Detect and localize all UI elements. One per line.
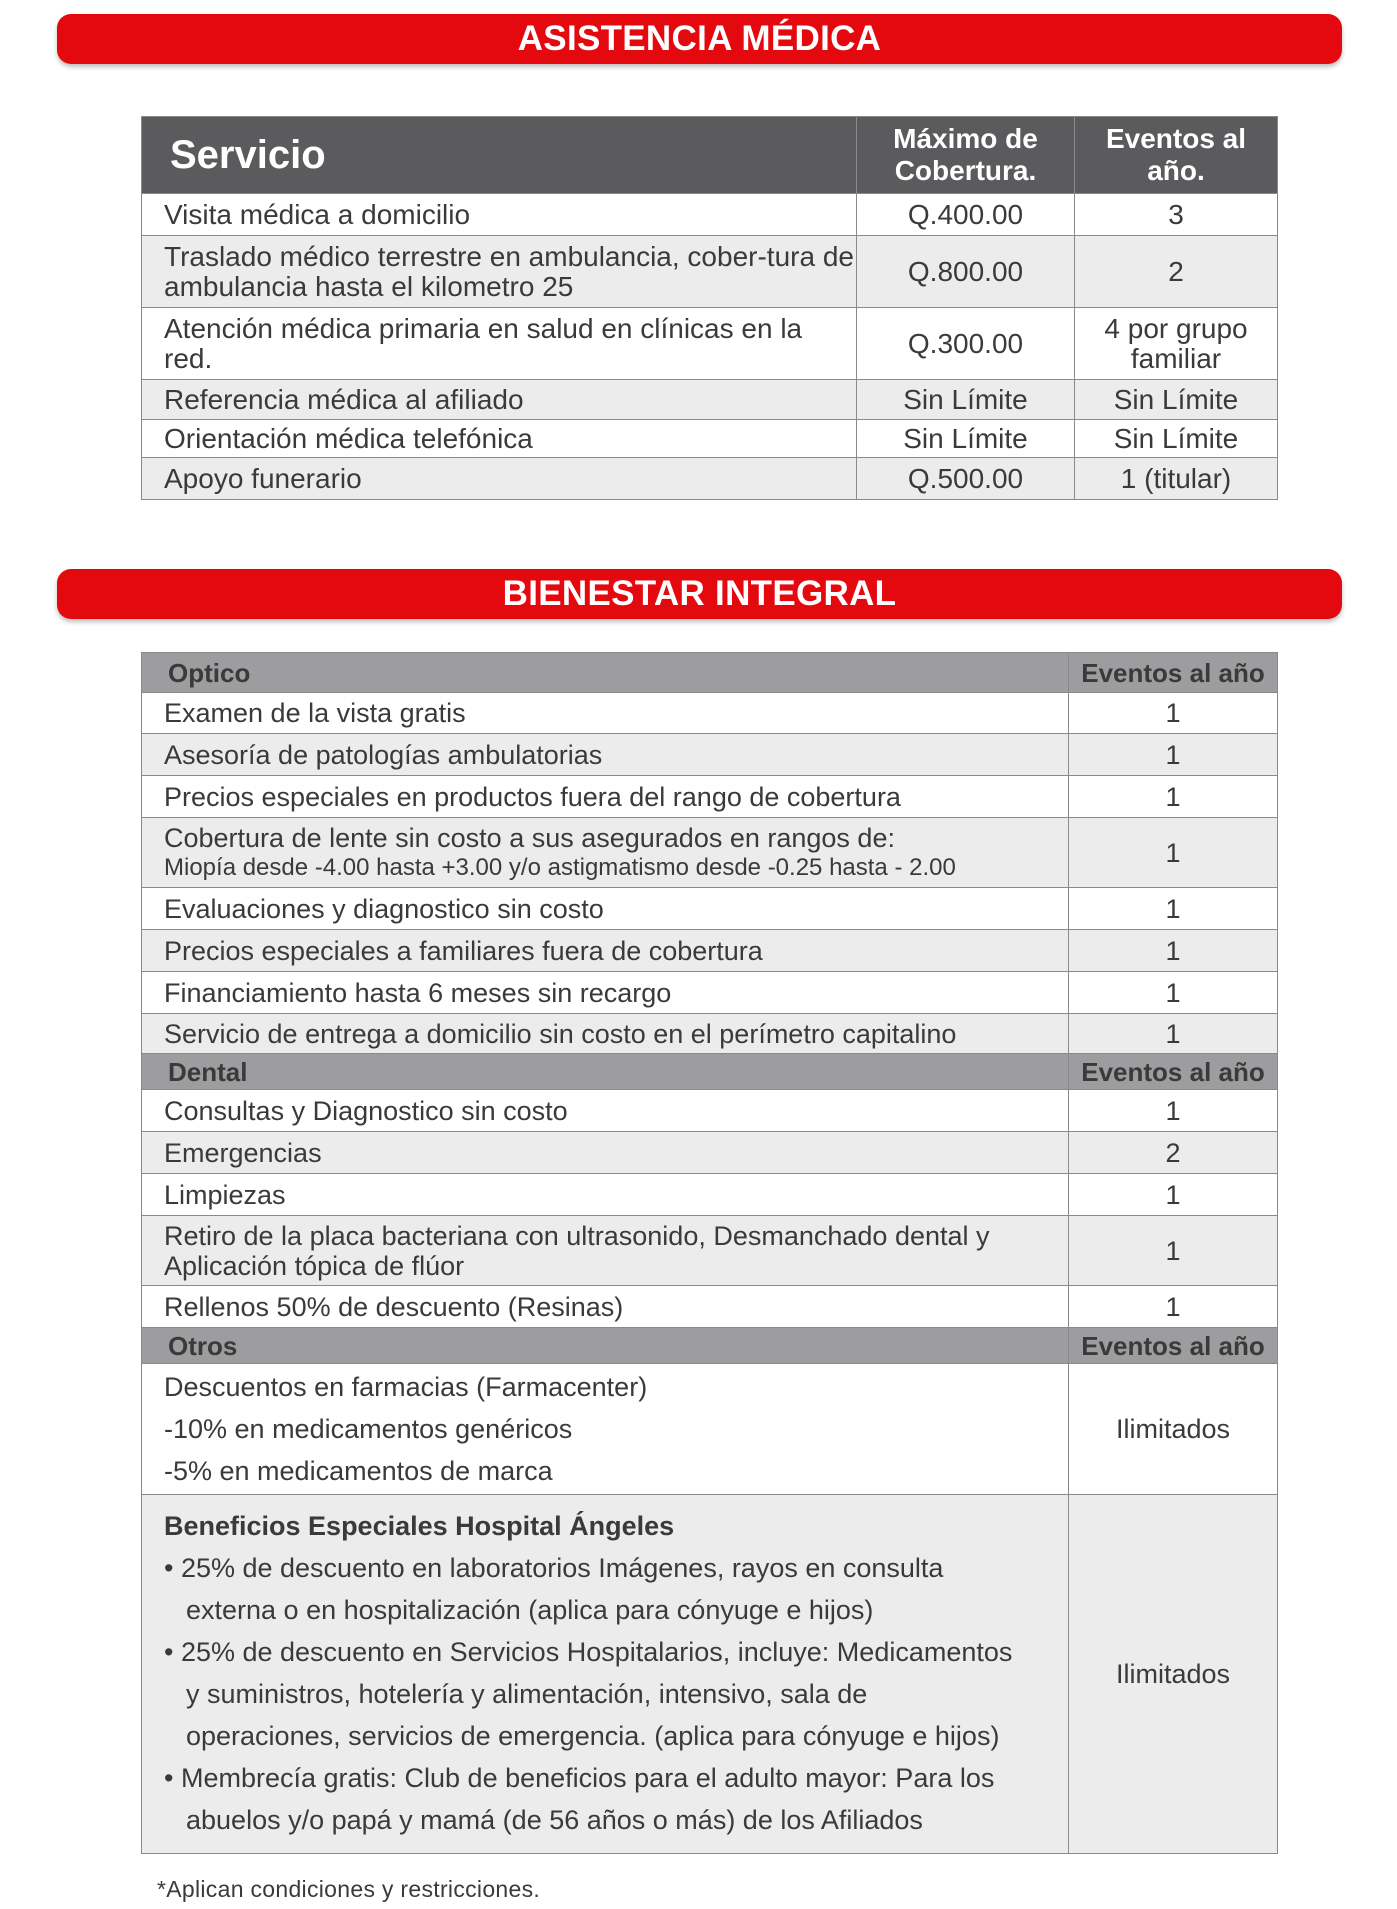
table-row (142, 776, 1278, 818)
table-row (142, 236, 1278, 308)
bullet-line: • 25% de descuento en laboratorios Imágenes, rayos en consulta (164, 1553, 944, 1583)
eventos-cell: 2 (1075, 236, 1278, 308)
hospital-cell (142, 1495, 1069, 1854)
bullet-line: y suministros, hotelería y alimentación, intensivo, sala de (186, 1679, 868, 1709)
desc-cell: Limpiezas (142, 1174, 1069, 1216)
eventos-cell: 1 (1069, 972, 1278, 1014)
header-servicio: Servicio (142, 117, 857, 194)
table-row (142, 1132, 1278, 1174)
eventos-cell: Sin Límite (1075, 420, 1278, 458)
eventos-cell: 1 (1069, 734, 1278, 776)
section-name: Optico (142, 653, 1069, 693)
section-header-dental (142, 1054, 1278, 1090)
eventos-cell: 4 por grupo familiar (1075, 308, 1278, 380)
bullet-line: • 25% de descuento en Servicios Hospitalarios, incluye: Medicamentos (164, 1637, 1013, 1667)
eventos-cell: 1 (1069, 1286, 1278, 1328)
maximo-cell: Q.800.00 (857, 236, 1075, 308)
bullet-line: operaciones, servicios de emergencia. (aplica para cónyuge e hijos) (186, 1721, 1000, 1751)
farmacias-line: -10% en medicamentos genéricos (164, 1414, 573, 1444)
section-eventos-label: Eventos al año (1069, 653, 1278, 693)
desc-cell: Emergencias (142, 1132, 1069, 1174)
farmacias-cell (142, 1364, 1069, 1495)
table-row (142, 734, 1278, 776)
table-row (142, 1286, 1278, 1328)
table-row (142, 420, 1278, 458)
table-row (142, 458, 1278, 500)
table-row (142, 1090, 1278, 1132)
eventos-cell: 1 (titular) (1075, 458, 1278, 500)
eventos-cell: Ilimitados (1069, 1495, 1278, 1854)
eventos-cell: 1 (1069, 1090, 1278, 1132)
maximo-cell: Sin Límite (857, 420, 1075, 458)
desc-sub: Miopía desde -4.00 hasta +3.00 y/o astigmatismo desde -0.25 hasta - 2.00 (164, 853, 956, 881)
desc-main: Cobertura de lente sin costo a sus asegurados en rangos de: (164, 822, 895, 853)
servicio-cell: Referencia médica al afiliado (142, 380, 857, 420)
farmacias-line: -5% en medicamentos de marca (164, 1456, 553, 1486)
table-row (142, 1174, 1278, 1216)
table-row-farmacias (142, 1364, 1278, 1495)
eventos-cell: 1 (1069, 1216, 1278, 1286)
section-eventos-label: Eventos al año (1069, 1328, 1278, 1364)
eventos-cell: Sin Límite (1075, 380, 1278, 420)
section-eventos-label: Eventos al año (1069, 1054, 1278, 1090)
desc-cell: Asesoría de patologías ambulatorias (142, 734, 1069, 776)
desc-cell: Examen de la vista gratis (142, 693, 1069, 734)
eventos-cell: 3 (1075, 194, 1278, 236)
desc-cell: Evaluaciones y diagnostico sin costo (142, 888, 1069, 930)
hospital-title: Beneficios Especiales Hospital Ángeles (164, 1511, 675, 1541)
desc-cell: Rellenos 50% de descuento (Resinas) (142, 1286, 1069, 1328)
table-row (142, 888, 1278, 930)
bullet-line: • Membrecía gratis: Club de beneficios para el adulto mayor: Para los (164, 1763, 995, 1793)
eventos-cell: 1 (1069, 776, 1278, 818)
desc-cell: Servicio de entrega a domicilio sin costo en el perímetro capitalino (142, 1014, 1069, 1054)
farmacias-line: Descuentos en farmacias (Farmacenter) (164, 1372, 648, 1402)
bullet-line: externa o en hospitalización (aplica para cónyuge e hijos) (186, 1595, 874, 1625)
desc-cell: Consultas y Diagnostico sin costo (142, 1090, 1069, 1132)
servicio-cell: Atención médica primaria en salud en clínicas en la red. (142, 308, 857, 380)
section-name: Dental (142, 1054, 1069, 1090)
eventos-cell: 1 (1069, 1014, 1278, 1054)
desc-cell: Precios especiales en productos fuera del rango de cobertura (142, 776, 1069, 818)
table-row-hospital (142, 1495, 1278, 1854)
table-row (142, 308, 1278, 380)
eventos-cell: 1 (1069, 930, 1278, 972)
maximo-cell: Q.400.00 (857, 194, 1075, 236)
asistencia-medica-banner: ASISTENCIA MÉDICA (57, 14, 1342, 64)
desc-cell (142, 818, 1069, 888)
desc-cell: Retiro de la placa bacteriana con ultrasonido, Desmanchado dental y Aplicación tópica de flúor (142, 1216, 1069, 1286)
bienestar-integral-banner: BIENESTAR INTEGRAL (57, 569, 1342, 619)
servicio-cell: Visita médica a domicilio (142, 194, 857, 236)
section-header-otros (142, 1328, 1278, 1364)
eventos-cell: 1 (1069, 693, 1278, 734)
section-header-optico (142, 653, 1278, 693)
maximo-cell: Q.500.00 (857, 458, 1075, 500)
table-row (142, 930, 1278, 972)
servicio-cell: Traslado médico terrestre en ambulancia, cober-tura de ambulancia hasta el kilometro 25 (142, 236, 857, 308)
desc-cell: Financiamiento hasta 6 meses sin recargo (142, 972, 1069, 1014)
desc-cell: Precios especiales a familiares fuera de cobertura (142, 930, 1069, 972)
eventos-cell: 1 (1069, 888, 1278, 930)
table-row (142, 1216, 1278, 1286)
table-row (142, 1014, 1278, 1054)
bullet-line: abuelos y/o papá y mamá (de 56 años o más) de los Afiliados (186, 1805, 923, 1835)
eventos-cell: 1 (1069, 1174, 1278, 1216)
eventos-cell: Ilimitados (1069, 1364, 1278, 1495)
footnote: *Aplican condiciones y restricciones. (157, 1876, 541, 1902)
header-eventos: Eventos al año. (1075, 117, 1278, 194)
servicio-cell: Orientación médica telefónica (142, 420, 857, 458)
servicio-cell: Apoyo funerario (142, 458, 857, 500)
maximo-cell: Sin Límite (857, 380, 1075, 420)
bienestar-integral-table (141, 652, 1278, 1854)
header-maximo: Máximo de Cobertura. (857, 117, 1075, 194)
table-row (142, 380, 1278, 420)
section-name: Otros (142, 1328, 1069, 1364)
table-row (142, 693, 1278, 734)
maximo-cell: Q.300.00 (857, 308, 1075, 380)
eventos-cell: 2 (1069, 1132, 1278, 1174)
table-row (142, 194, 1278, 236)
table-row (142, 818, 1278, 888)
table-row (142, 972, 1278, 1014)
eventos-cell: 1 (1069, 818, 1278, 888)
asistencia-medica-table (141, 116, 1278, 500)
